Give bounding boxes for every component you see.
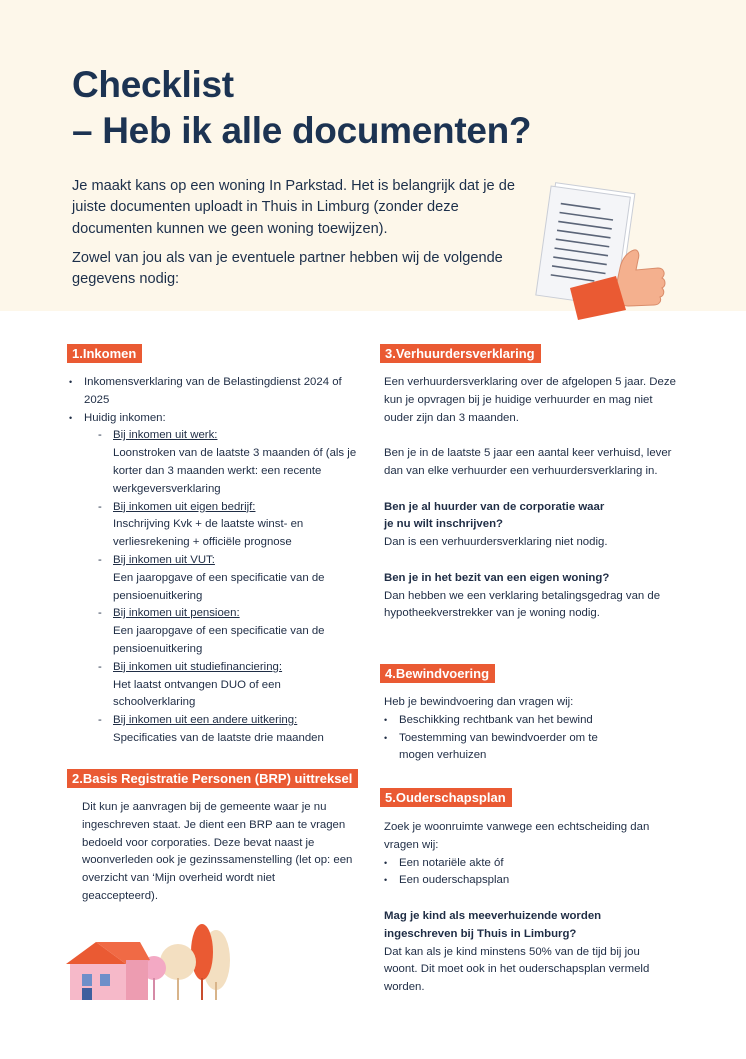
verhuurder-question-1: Ben je al huurder van de corporatie waar je nu wilt inschrijven? <box>384 500 605 531</box>
inkomen-item-2: Huidig inkomen: <box>84 411 166 424</box>
sub-label: Bij inkomen uit studiefinanciering: <box>113 660 283 673</box>
verhuurder-text <box>384 374 684 623</box>
sub-text: Specificaties van de laatste drie maanden <box>113 731 324 744</box>
sub-item-pensioen <box>98 605 359 658</box>
ouderschap-intro: Zoek je woonruimte vanwege een echtscheiding dan vragen wij: <box>384 821 650 851</box>
sub-label: Bij inkomen uit eigen bedrijf: <box>113 500 256 513</box>
verhuurder-question-2: Ben je in het bezit van een eigen woning? <box>384 571 610 584</box>
document-thumbs-up-illustration <box>530 180 680 325</box>
verhuurder-paragraph-2: Ben je in de laatste 5 jaar een aantal keer verhuisd, lever dan van elke verhuurder een verhuurdersverklaring in. <box>384 447 672 477</box>
list-item <box>69 410 359 748</box>
section-heading-bewindvoering: 4.Bewindvoering <box>380 664 495 683</box>
bewind-intro: Heb je bewindvoering dan vragen wij: <box>384 696 574 708</box>
houses-trees-illustration <box>56 922 242 1004</box>
verhuurder-paragraph-1: Een verhuurdersverklaring over de afgelopen 5 jaar. Deze kun je opvragen bij je huidige verhuurder en mag niet ouder zijn dan 3 maanden. <box>384 376 676 424</box>
brp-text: Dit kun je aanvragen bij de gemeente waar je nu ingeschreven staat. Je dient een BRP aan te vragen bedoeld voor corporaties. Deze bevat naast je woonverleden ook je gezinssamenstelling (let op: een overzicht van ‘Mijn overheid wordt niet geaccepteerd). <box>82 801 353 902</box>
section-heading-verhuurdersverklaring: 3.Verhuurdersverklaring <box>380 344 541 363</box>
title-line-1: Checklist <box>72 64 234 105</box>
section-heading-brp: 2.Basis Registratie Personen (BRP) uittreksel <box>67 769 358 788</box>
sub-text: Een jaaropgave of een specificatie van de pensioenuitkering <box>113 571 325 602</box>
sub-item-werk <box>98 427 359 498</box>
bewind-text <box>384 694 644 765</box>
sub-text: Inschrijving Kvk + de laatste winst- en verliesrekening + officiële prognose <box>113 518 304 549</box>
intro-paragraph-1: Je maakt kans op een woning In Parkstad. Het is belangrijk dat je de juiste documenten uploadt in Thuis in Limburg (zonder deze documenten kunnen we geen woning toewijzen). <box>72 178 515 237</box>
sub-text: Een jaaropgave of een specificatie van de pensioenuitkering <box>113 625 325 655</box>
list-item <box>384 730 624 766</box>
ouderschap-answer: Dat kan als je kind minstens 50% van de tijd bij jou woont. Dit moet ook in het ouderschapsplan vermeld worden. <box>384 945 650 994</box>
sub-label: Bij inkomen uit een andere uitkering: <box>113 714 298 727</box>
section-heading-inkomen: 1.Inkomen <box>67 344 142 363</box>
section-heading-ouderschapsplan: 5.Ouderschapsplan <box>380 788 512 807</box>
list-item <box>69 374 359 410</box>
verhuurder-answer-2: Dan hebben we een verklaring betalingsgedrag van de hypotheekverstrekker van je woning nodig. <box>384 589 661 620</box>
bewind-item-1: Beschikking rechtbank van het bewind <box>399 713 593 726</box>
ouderschap-text <box>384 819 674 997</box>
sub-label: Bij inkomen uit pensioen: <box>113 607 240 620</box>
sub-text: Loonstroken van de laatste 3 maanden óf (als je korter dan 3 maanden werkt: een recente werkgeversverklaring <box>113 447 357 495</box>
sub-item-studiefinanciering <box>98 659 359 712</box>
ouderschap-question: Mag je kind als meeverhuizende worden ingeschreven bij Thuis in Limburg? <box>384 909 602 940</box>
sub-item-andere-uitkering <box>98 712 359 748</box>
page-title <box>72 62 531 154</box>
sub-label: Bij inkomen uit werk: <box>113 429 218 442</box>
ouderschap-item-2: Een ouderschapsplan <box>399 874 510 887</box>
inkomen-item-1: Inkomensverklaring van de Belastingdienst 2024 of 2025 <box>84 376 342 406</box>
sub-label: Bij inkomen uit VUT: <box>113 553 215 566</box>
title-line-2: – Heb ik alle documenten? <box>72 110 532 151</box>
sub-item-vut <box>98 552 359 605</box>
ouderschap-item-1: Een notariële akte óf <box>399 856 504 869</box>
sub-item-eigen-bedrijf <box>98 499 359 552</box>
list-item <box>384 855 674 873</box>
intro-paragraph-2: Zowel van jou als van je eventuele partner hebben wij de volgende gegevens nodig: <box>72 249 503 288</box>
bewind-item-2: Toestemming van bewindvoerder om te mogen verhuizen <box>399 731 598 762</box>
inkomen-list <box>69 374 359 748</box>
list-item <box>384 872 674 890</box>
sub-text: Het laatst ontvangen DUO of een schoolverklaring <box>113 678 281 709</box>
verhuurder-answer-1: Dan is een verhuurdersverklaring niet nodig. <box>384 536 608 549</box>
intro <box>72 176 522 290</box>
list-item <box>384 712 644 730</box>
